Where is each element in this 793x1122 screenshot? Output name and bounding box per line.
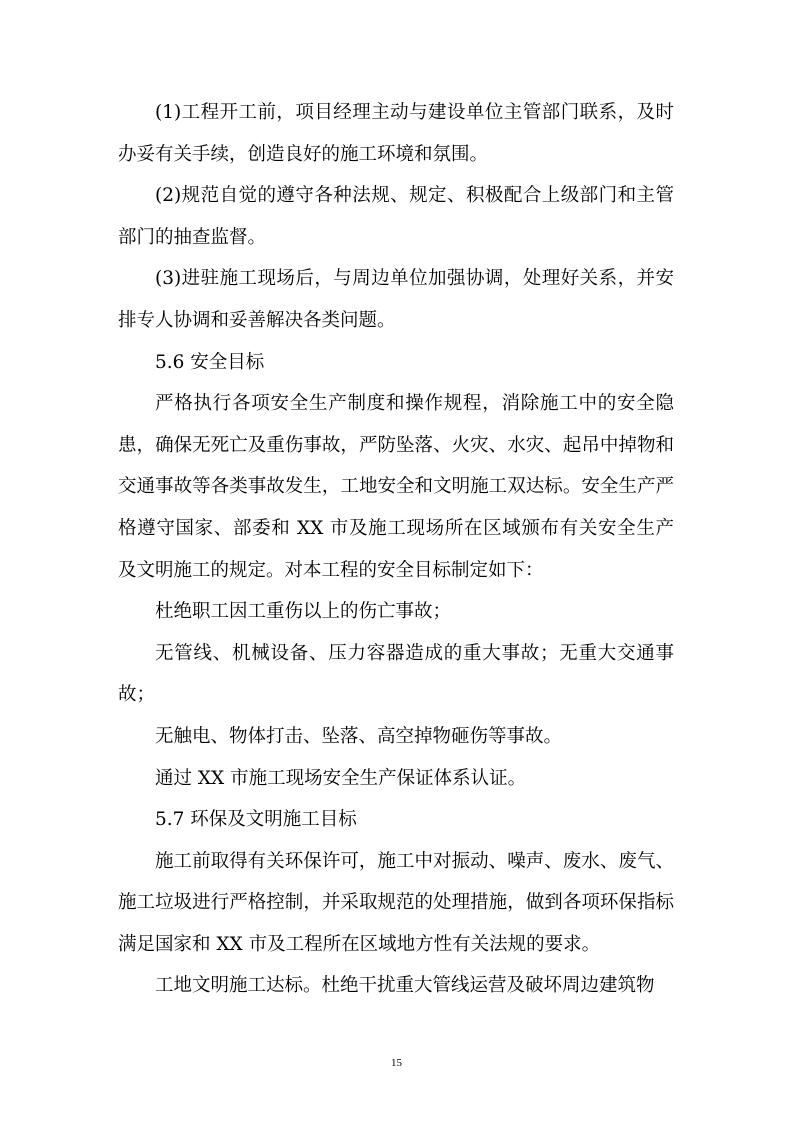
paragraph-4: 严格执行各项安全生产制度和操作规程，消除施工中的安全隐患，确保无死亡及重伤事故，严防坠落、火灾、水灾、起吊中掉物和交通事故等各类事故发生，工地安全和文明施工双达标。安全生产严格遵守国家、部委和 XX 市及施工现场所在区域颁布有关安全生产及文明施工的规定。对本工程的安全目标制定如下： bbox=[118, 393, 674, 581]
paragraph-2: (2)规范自觉的遵守各种法规、规定、积极配合上级部门和主管部门的抽查监督。 bbox=[118, 185, 674, 248]
goal-item-4: 通过 XX 市施工现场安全生产保证体系认证。 bbox=[155, 767, 527, 789]
goal-item-2: 无管线、机械设备、压力容器造成的重大事故；无重大交通事故； bbox=[118, 642, 674, 706]
paragraph-5: 施工前取得有关环保许可，施工中对振动、噪声、废水、废气、施工垃圾进行严格控制，并采取规范的处理措施，做到各项环保指标满足国家和 XX 市及工程所在区域地方性有关法规的要求。 bbox=[118, 850, 674, 955]
paragraph-3: (3)进驻施工现场后，与周边单位加强协调，处理好关系，并安排专人协调和妥善解决各类问题。 bbox=[118, 268, 674, 331]
section-heading-5-7: 5.7 环保及文明施工目标 bbox=[155, 809, 357, 831]
goal-item-1: 杜绝职工因工重伤以上的伤亡事故； bbox=[155, 601, 452, 623]
paragraph-6: 工地文明施工达标。杜绝干扰重大管线运营及破坏周边建筑物 bbox=[155, 975, 655, 997]
paragraph-1: (1)工程开工前，项目经理主动与建设单位主管部门联系，及时办妥有关手续，创造良好的施工环境和氛围。 bbox=[118, 102, 674, 165]
body-text bbox=[118, 92, 674, 1007]
goal-item-3: 无触电、物体打击、坠落、高空掉物砸伤等事故。 bbox=[155, 725, 563, 747]
page-number: 15 bbox=[391, 1057, 402, 1069]
section-heading-5-6: 5.6 安全目标 bbox=[155, 351, 265, 373]
